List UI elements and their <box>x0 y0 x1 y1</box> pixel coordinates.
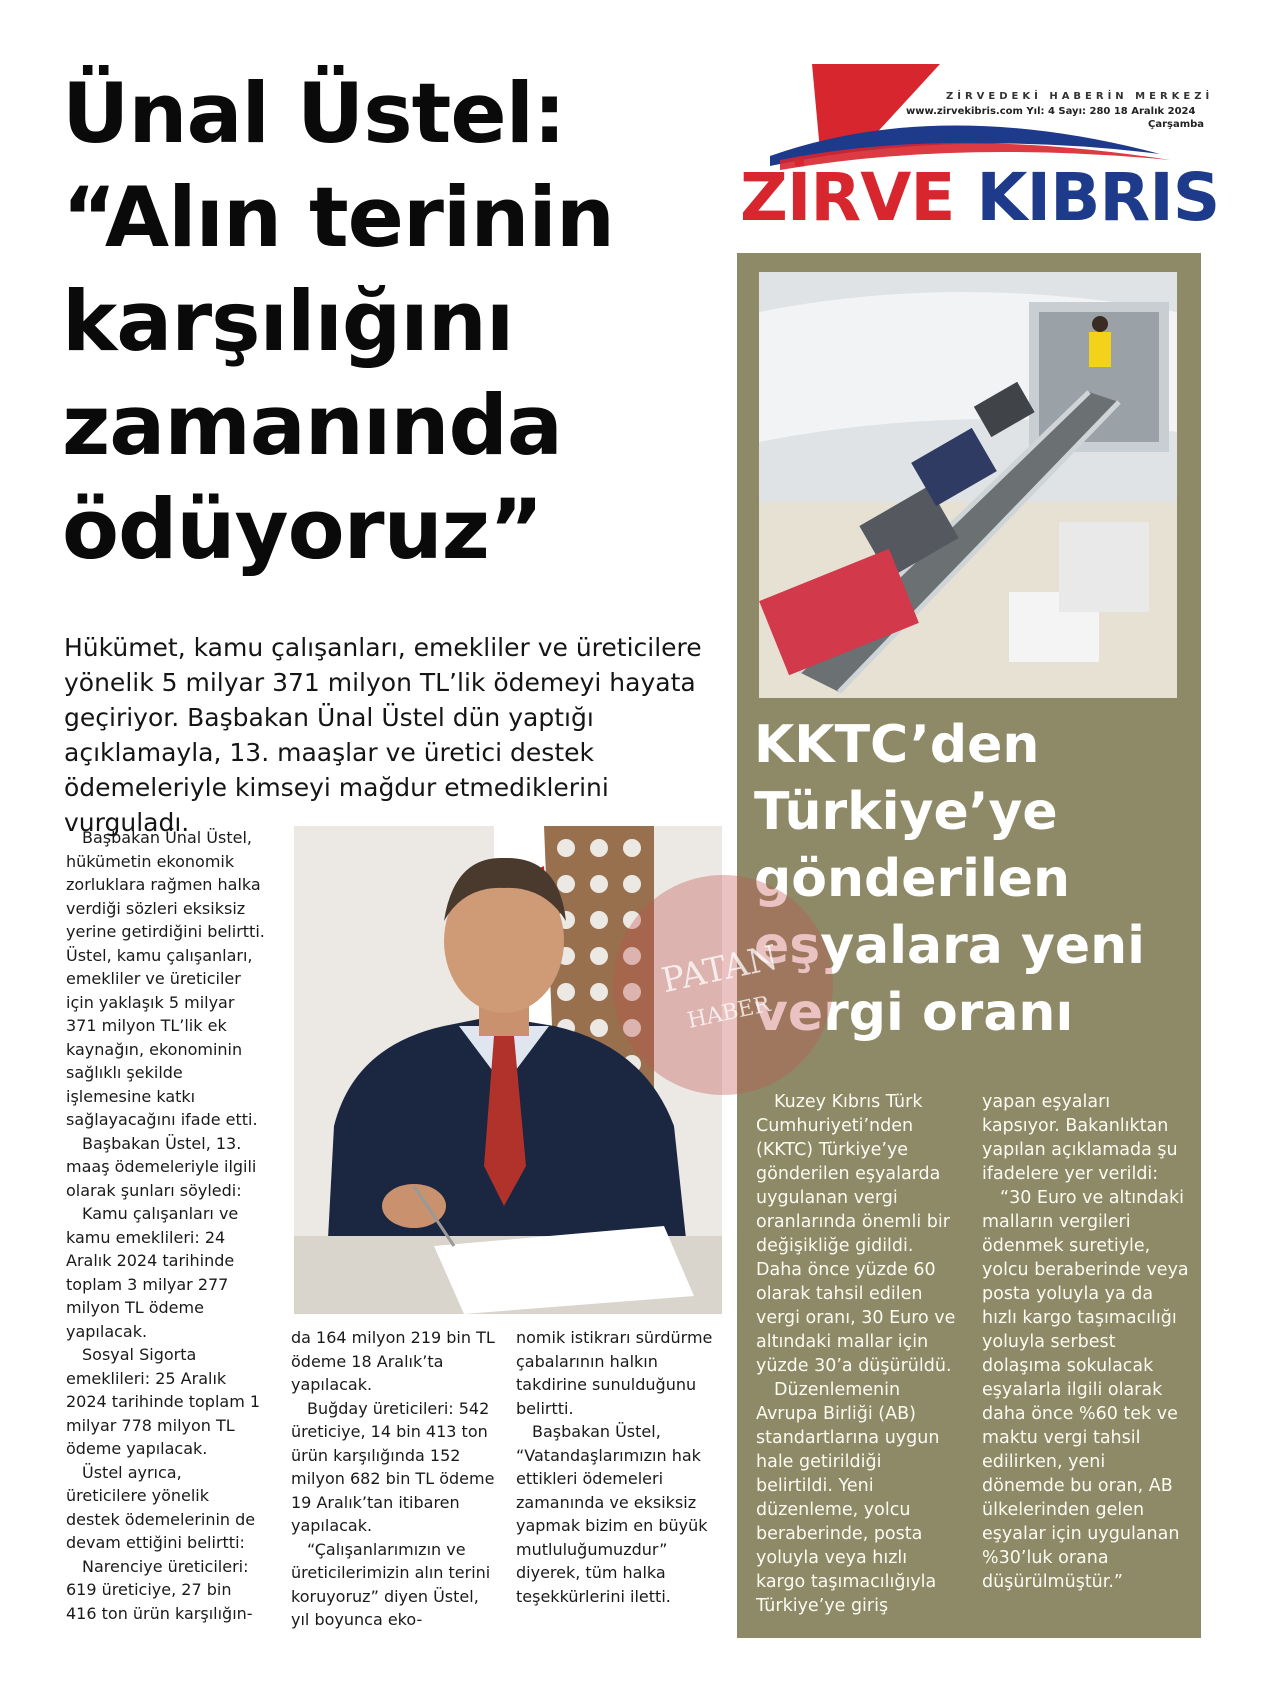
body-paragraph: Başbakan Ünal Üstel, hükümetin ekonomik zorluklara rağmen halka verdiği sözleri eksiksiz yerine getirdiğini belirtti. Üstel, kamu çalışanları, emekliler ve üreticiler için yaklaşık 5 milyar 371 milyon TL’lik ek kaynağın, ekonominin sağlıklı şekilde işlemesine katkı sağlayacağını ifade etti. <box>66 828 265 1129</box>
body-paragraph: Başbakan Üstel, “Vatandaşlarımızın hak ettikleri ödemeleri zamanında ve eksiksiz yapmak bizim en büyük mutluluğumuzdur” diyerek, tüm halka teşekkürlerini iletti. <box>516 1422 708 1606</box>
watermark-text-2: HABER <box>685 991 773 1034</box>
body-paragraph: Sosyal Sigorta emeklileri: 25 Aralık 2024 tarihinde toplam 1 milyar 778 milyon TL ödeme yapılacak. <box>66 1345 261 1458</box>
brand-name <box>740 159 1220 236</box>
body-paragraph: Üstel ayrıca, üreticilere yönelik destek ödemelerinin de devam ettiğini belirtti: <box>66 1462 256 1552</box>
sidebar-column-2 <box>982 1090 1192 1594</box>
sidebar-paragraph: yapan eşyaları kapsıyor. Bakanlıktan yapılan açıklamada şu ifadelere yer verildi: <box>982 1092 1178 1184</box>
cargo-loader-illustration <box>759 272 1177 698</box>
sidebar-paragraph: Düzenlemenin Avrupa Birliği (AB) standartlarına uygun hale getirildiği belirtildi. Yeni düzenleme, yolcu beraberinde, posta yoluyla veya hızlı kargo taşımacılığıyla Türkiye’ye giriş <box>756 1380 940 1616</box>
body-paragraph: “Çalışanlarımızın ve üreticilerimizin alın terini koruyoruz” diyen Üstel, yıl boyunca eko- <box>291 1539 491 1629</box>
body-paragraph: Başbakan Üstel, 13. maaş ödemeleriyle ilgili olarak şunları söyledi: <box>66 1133 257 1200</box>
watermark-text-1: PATAN <box>658 937 782 1002</box>
cargo-loading-photo <box>759 272 1177 698</box>
body-column-3 <box>516 1326 726 1608</box>
headline-line: “Alın terinin <box>62 169 614 266</box>
body-paragraph: Narenciye üreticileri: 619 üreticiye, 27 bin 416 ton ürün karşılığın- <box>66 1556 253 1623</box>
sidebar-headline-line: vergi oranı <box>754 983 1074 1043</box>
headline-line: ödüyoruz” <box>62 481 543 578</box>
sidebar-headline-line: Türkiye’ye <box>754 782 1058 842</box>
issue-info: www.zirvekibris.com Yıl: 4 Sayı: 280 18 Aralık 2024 <box>906 106 1196 117</box>
sidebar-column-1 <box>756 1090 956 1618</box>
watermark-seal <box>610 872 836 1098</box>
body-column-2 <box>291 1326 497 1632</box>
main-headline <box>62 62 722 582</box>
sidebar-headline-line: KKTC’den <box>754 715 1040 775</box>
sidebar-paragraph: Kuzey Kıbrıs Türk Cumhuriyeti’nden (KKTC) Türkiye’ye gönderilen eşyalarda uygulanan vergi oranlarında önemli bir değişikliğe gidildi. Daha önce yüzde 60 olarak tahsil edilen vergi oranı, 30 Euro ve altındaki mallar için yüzde 30’a düşürüldü. <box>756 1092 956 1376</box>
watermark-seal-graphic <box>610 872 836 1098</box>
headline-line: Ünal Üstel: <box>62 65 566 162</box>
sidebar-headline-line: gönderilen <box>754 849 1071 909</box>
masthead-tagline: ZİRVEDEKİ HABERİN MERKEZİ <box>946 91 1214 102</box>
headline-line: karşılığını <box>62 273 514 370</box>
body-column-1 <box>66 826 266 1625</box>
body-paragraph: Buğday üreticileri: 542 üreticiye, 14 bin 413 ton ürün karşılığında 152 milyon 682 bin TL ödeme 19 Aralık’tan itibaren yapılacak. <box>291 1398 495 1535</box>
sidebar-paragraph: “30 Euro ve altındaki malların vergileri ödenmek suretiyle, yolcu beraberinde veya posta yoluyla ya da hızlı kargo taşımacılığı yoluyla serbest dolaşıma sokulacak eşyalarla ilgili olarak daha önce %60 tek ve maktu vergi tahsil edilirken, yeni dönemde bu oran, AB ülkelerinden gelen eşyalar için uygulanan %30’luk orana düşürülmüştür.” <box>982 1188 1189 1592</box>
headline-line: zamanında <box>62 377 562 474</box>
body-paragraph: Kamu çalışanları ve kamu emeklileri: 24 Aralık 2024 tarihinde toplam 3 milyar 277 milyon TL ödeme yapılacak. <box>66 1204 239 1341</box>
sidebar-headline-line: eşyalara yeni <box>754 916 1145 976</box>
brand-part-kibris: KIBRIS <box>976 159 1220 236</box>
body-paragraph: nomik istikrarı sürdürme çabalarının halkın takdirine sunulduğunu belirtti. <box>516 1328 713 1418</box>
lead-paragraph: Hükümet, kamu çalışanları, emekliler ve üreticilere yönelik 5 milyar 371 milyon TL’lik ödemeyi hayata geçiriyor. Başbakan Ünal Üstel dün yaptığı açıklamayla, 13. maaşlar ve üretici destek ödemeleriyle kimseyi mağdur etmediklerini vurguladı. <box>64 633 702 837</box>
body-paragraph: da 164 milyon 219 bin TL ödeme 18 Aralık’ta yapılacak. <box>291 1328 495 1394</box>
issue-weekday: Çarşamba <box>1148 119 1205 130</box>
brand-part-zirve: ZİRVE <box>740 159 955 236</box>
